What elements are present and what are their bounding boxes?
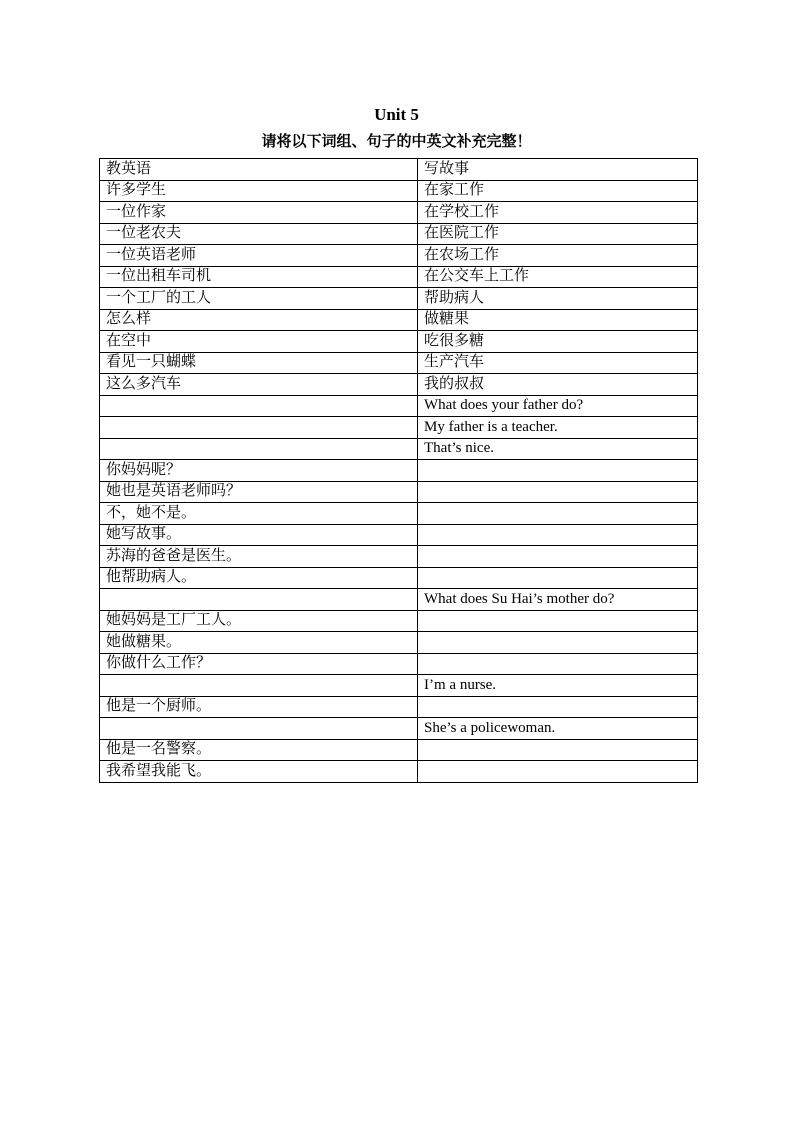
cell-left: 不，她不是。: [100, 503, 418, 525]
cell-right: 写故事: [418, 159, 698, 181]
cell-left: 这么多汽车: [100, 374, 418, 396]
cell-right: What does Su Hai’s mother do?: [418, 589, 698, 611]
cell-left: 我希望我能飞。: [100, 761, 418, 783]
cell-right: [418, 696, 698, 718]
cell-right: [418, 761, 698, 783]
cell-right: 在医院工作: [418, 223, 698, 245]
cell-left: 怎么样: [100, 309, 418, 331]
cell-left: 她也是英语老师吗？: [100, 481, 418, 503]
cell-left: [100, 718, 418, 740]
cell-left: 一位老农夫: [100, 223, 418, 245]
cell-right: 在农场工作: [418, 245, 698, 267]
cell-left: 她做糖果。: [100, 632, 418, 654]
cell-right: 我的叔叔: [418, 374, 698, 396]
cell-left: 在空中: [100, 331, 418, 353]
cell-right: 生产汽车: [418, 352, 698, 374]
cell-right: 在公交车上工作: [418, 266, 698, 288]
page-subtitle: 请将以下词组、句子的中英文补充完整！: [261, 134, 532, 150]
table-row: [100, 481, 698, 503]
cell-right: [418, 481, 698, 503]
table-row: [100, 567, 698, 589]
cell-right: [418, 610, 698, 632]
table-row: [100, 331, 698, 353]
cell-right: 在家工作: [418, 180, 698, 202]
table-row: [100, 288, 698, 310]
table-row: [100, 653, 698, 675]
cell-left: 她妈妈是工厂工人。: [100, 610, 418, 632]
table-row: [100, 223, 698, 245]
table-row: [100, 696, 698, 718]
cell-left: 他是一个厨师。: [100, 696, 418, 718]
cell-right: I’m a nurse.: [418, 675, 698, 697]
page-title: Unit 5: [374, 105, 419, 124]
table-row: [100, 524, 698, 546]
table-row: [100, 546, 698, 568]
table-row: [100, 245, 698, 267]
cell-left: 教英语: [100, 159, 418, 181]
cell-right: [418, 739, 698, 761]
cell-right: 吃很多糖: [418, 331, 698, 353]
cell-right: 在学校工作: [418, 202, 698, 224]
phrase-table: [99, 158, 698, 783]
table-row: [100, 417, 698, 439]
cell-right: [418, 524, 698, 546]
cell-right: [418, 503, 698, 525]
table-row: [100, 180, 698, 202]
cell-left: 一位出租车司机: [100, 266, 418, 288]
cell-right: [418, 460, 698, 482]
table-row: [100, 374, 698, 396]
table-row: [100, 718, 698, 740]
cell-right: She’s a policewoman.: [418, 718, 698, 740]
cell-left: 他帮助病人。: [100, 567, 418, 589]
cell-right: 帮助病人: [418, 288, 698, 310]
cell-left: 一个工厂的工人: [100, 288, 418, 310]
cell-left: 看见一只蝴蝶: [100, 352, 418, 374]
cell-left: [100, 438, 418, 460]
table-row: [100, 202, 698, 224]
cell-left: 苏海的爸爸是医生。: [100, 546, 418, 568]
cell-right: [418, 567, 698, 589]
cell-left: 她写故事。: [100, 524, 418, 546]
cell-left: [100, 395, 418, 417]
cell-left: 他是一名警察。: [100, 739, 418, 761]
table-row: [100, 761, 698, 783]
cell-left: 许多学生: [100, 180, 418, 202]
cell-right: 做糖果: [418, 309, 698, 331]
phrase-table-body: [100, 159, 698, 783]
table-row: [100, 460, 698, 482]
table-row: [100, 266, 698, 288]
cell-left: 一位英语老师: [100, 245, 418, 267]
table-row: [100, 352, 698, 374]
cell-left: [100, 675, 418, 697]
cell-left: 一位作家: [100, 202, 418, 224]
cell-left: [100, 589, 418, 611]
table-row: [100, 309, 698, 331]
cell-left: 你做什么工作？: [100, 653, 418, 675]
table-row: [100, 503, 698, 525]
table-row: [100, 632, 698, 654]
table-row: [100, 739, 698, 761]
table-row: [100, 159, 698, 181]
cell-left: [100, 417, 418, 439]
table-row: [100, 438, 698, 460]
cell-right: My father is a teacher.: [418, 417, 698, 439]
cell-right: [418, 653, 698, 675]
cell-right: That’s nice.: [418, 438, 698, 460]
cell-left: 你妈妈呢？: [100, 460, 418, 482]
cell-right: [418, 632, 698, 654]
table-row: [100, 675, 698, 697]
cell-right: What does your father do?: [418, 395, 698, 417]
table-row: [100, 395, 698, 417]
cell-right: [418, 546, 698, 568]
table-row: [100, 589, 698, 611]
table-row: [100, 610, 698, 632]
